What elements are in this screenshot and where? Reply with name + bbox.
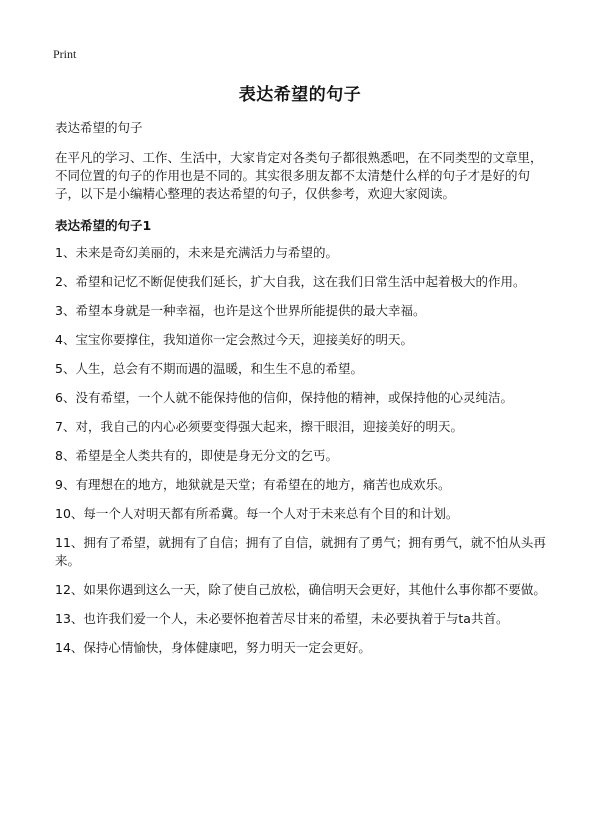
list-item: 3、希望本身就是一种幸福，也许是这个世界所能提供的最大幸福。	[55, 303, 426, 318]
list-item: 6、没有希望，一个人就不能保持他的信仰，保持他的精神，或保持他的心灵纯洁。	[55, 390, 513, 405]
list-item: 5、人生，总会有不期而遇的温暖，和生生不息的希望。	[55, 361, 363, 376]
article-body	[55, 119, 551, 668]
list-item: 8、希望是全人类共有的，即使是身无分文的乞丐。	[55, 448, 338, 463]
section-heading: 表达希望的句子1	[55, 218, 152, 233]
article-subtitle: 表达希望的句子	[55, 120, 143, 135]
list-item: 14、保持心情愉快，身体健康吧，努力明天一定会更好。	[55, 640, 371, 655]
print-link[interactable]: Print	[53, 47, 77, 61]
list-item: 1、未来是奇幻美丽的，未来是充满活力与希望的。	[55, 245, 338, 260]
list-item: 13、也许我们爱一个人，未必要怀抱着苦尽甘来的希望，未必要执着于与ta共首。	[55, 611, 509, 626]
list-item: 4、宝宝你要撑住，我知道你一定会熬过今天，迎接美好的明天。	[55, 332, 413, 347]
list-item: 10、每一个人对明天都有所希冀。每一个人对于未来总有个目的和计划。	[55, 506, 459, 521]
list-item: 7、对，我自己的内心必须要变得强大起来，擦干眼泪，迎接美好的明天。	[55, 419, 463, 434]
page-title: 表达希望的句子	[238, 85, 362, 105]
intro-paragraph: 在平凡的学习、工作、生活中，大家肯定对各类句子都很熟悉吧，在不同类型的文章里，不同位置的句子的作用也是不同的。其实很多朋友都不太清楚什么样的句子才是好的句子，以下是小编精心整理的表达希望的句子，仅供参考，欢迎大家阅读。	[55, 150, 543, 201]
list-item: 12、如果你遇到这么一天，除了使自己放松，确信明天会更好，其他什么事你都不要做。	[55, 582, 546, 597]
list-item: 2、希望和记忆不断促使我们延长，扩大自我，这在我们日常生活中起着极大的作用。	[55, 274, 526, 289]
list-item: 9、有理想在的地方，地狱就是天堂；有希望在的地方，痛苦也成欢乐。	[55, 477, 451, 492]
list-item: 11、拥有了希望，就拥有了自信；拥有了自信，就拥有了勇气；拥有勇气，就不怕从头再来。	[55, 535, 546, 568]
